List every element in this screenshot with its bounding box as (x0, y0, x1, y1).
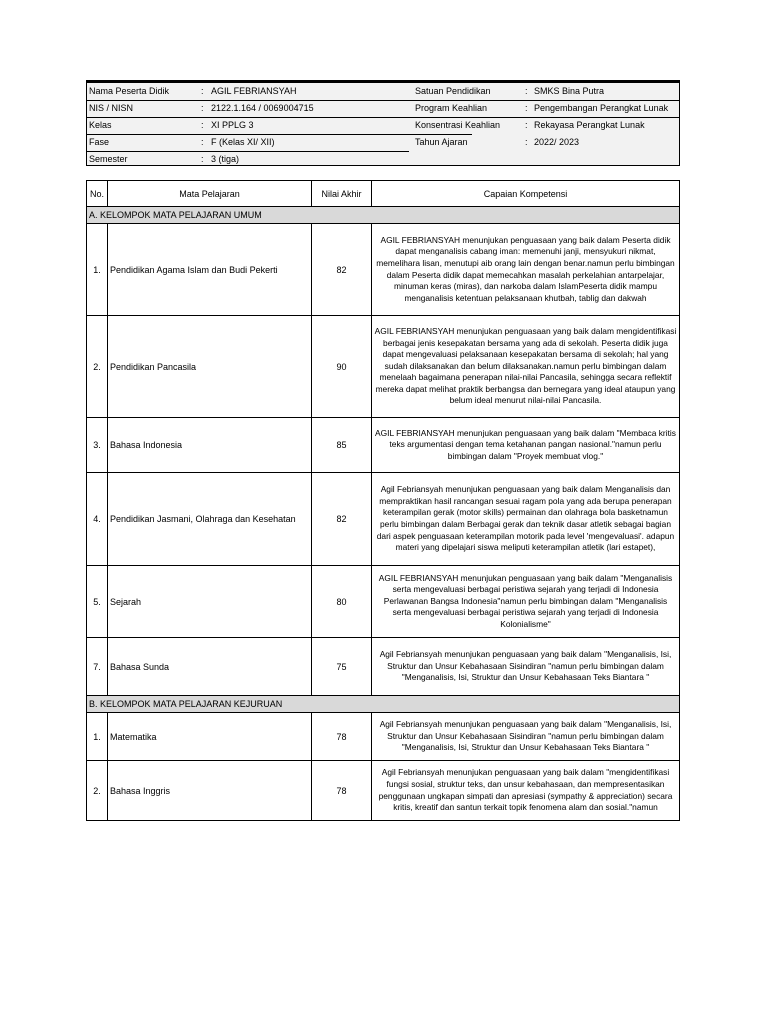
student-info-box (86, 80, 680, 166)
row-competency: AGIL FEBRIANSYAH menunjukan penguasaan yang baik dalam "Menganalisis serta mengevaluasi berbagai peristiwa sejarah yang terjadi di Indonesia Perlawanan Bangsa Indonesia"namun perlu bimbingan dalam "Menganalisis serta mengevaluasi berbagai peristiwa sejarah yang terjadi di Indonesia Kolonialisme" (372, 566, 680, 638)
row-number: 5. (87, 566, 108, 638)
row-number: 7. (87, 638, 108, 696)
info-row-fase (89, 134, 409, 151)
info-row-name (89, 83, 409, 100)
info-value: 3 (tiga) (211, 154, 240, 164)
info-value: SMKS Bina Putra (534, 86, 605, 96)
info-colon: : (201, 137, 204, 147)
row-subject: Sejarah (108, 566, 312, 638)
section-row (87, 696, 680, 713)
table-row (87, 638, 680, 696)
table-row (87, 224, 680, 316)
row-subject: Pendidikan Jasmani, Olahraga dan Kesehatan (108, 473, 312, 566)
info-label: Nama Peserta Didik (89, 86, 170, 96)
row-number: 2. (87, 761, 108, 821)
table-row (87, 761, 680, 821)
info-label: Fase (89, 137, 110, 147)
grades-table (86, 180, 680, 821)
row-number: 4. (87, 473, 108, 566)
row-subject: Pendidikan Pancasila (108, 316, 312, 418)
row-competency: AGIL FEBRIANSYAH menunjukan penguasaan yang baik dalam "Membaca kritis teks argumentasi dengan tema ketahanan pangan nasional."namun perlu bimbingan dalam "Proyek membuat vlog." (372, 418, 680, 473)
row-competency: AGIL FEBRIANSYAH menunjukan penguasaan yang baik dalam mengidentifikasi berbagai jenis kesepakatan bersama yang ada di sekolah. Peserta didik juga dapat mengevaluasi pelaksanaan kesepakatan bersama di sekolah; hal yang sudah dilaksanakan dan belum dilaksanakan.namun perlu bimbingan dalam menelaah bagaimana penerapan nilai-nilai Pancasila, sehingga secara reflektif mereka dapat melihat praktik berbangsa dan bernegara yang ideal ataupun yang belum ideal menurut nilai-nilai Pancasila. (372, 316, 680, 418)
info-value: 2122.1.164 / 0069004715 (211, 103, 314, 113)
row-number: 3. (87, 418, 108, 473)
section-row (87, 207, 680, 224)
info-label: Program Keahlian (415, 103, 488, 113)
row-score: 82 (312, 473, 372, 566)
row-score: 90 (312, 316, 372, 418)
row-competency: Agil Febriansyah menunjukan penguasaan yang baik dalam "Menganalisis, Isi, Struktur dan Unsur Kebahasaan Sisindiran "namun perlu bimbingan dalam "Menganalisis, Isi, Struktur dan Unsur Kebahasaan Teks Biantara " (372, 638, 680, 696)
table-header-row (87, 181, 680, 207)
row-score: 80 (312, 566, 372, 638)
info-value: F (Kelas XI/ XII) (211, 137, 275, 147)
row-subject: Matematika (108, 713, 312, 761)
row-score: 78 (312, 761, 372, 821)
row-number: 1. (87, 713, 108, 761)
info-label: Semester (89, 154, 128, 164)
info-label: Konsentrasi Keahlian (415, 120, 501, 130)
row-score: 78 (312, 713, 372, 761)
info-label: NIS / NISN (89, 103, 134, 113)
row-subject: Pendidikan Agama Islam dan Budi Pekerti (108, 224, 312, 316)
info-colon: : (525, 137, 528, 147)
table-row (87, 566, 680, 638)
header-competency: Capaian Kompetensi (372, 181, 680, 207)
info-value: AGIL FEBRIANSYAH (211, 86, 297, 96)
info-value: Rekayasa Perangkat Lunak (534, 120, 645, 130)
info-row-semester (89, 151, 409, 168)
row-subject: Bahasa Inggris (108, 761, 312, 821)
info-label: Satuan Pendidikan (415, 86, 491, 96)
info-colon: : (525, 103, 528, 113)
info-row-konsentrasi (415, 117, 679, 134)
info-colon: : (525, 86, 528, 96)
row-subject: Bahasa Indonesia (108, 418, 312, 473)
row-score: 75 (312, 638, 372, 696)
table-row (87, 713, 680, 761)
section-title: B. KELOMPOK MATA PELAJARAN KEJURUAN (87, 696, 680, 713)
info-value: Pengembangan Perangkat Lunak (534, 103, 669, 113)
row-score: 85 (312, 418, 372, 473)
info-colon: : (201, 103, 204, 113)
info-label: Kelas (89, 120, 112, 130)
table-row (87, 316, 680, 418)
row-number: 1. (87, 224, 108, 316)
info-label: Tahun Ajaran (415, 137, 468, 147)
info-colon: : (525, 120, 528, 130)
info-row-tahun (415, 134, 679, 151)
row-competency: Agil Febriansyah menunjukan penguasaan yang baik dalam Menganalisis dan mempraktikan hasil rancangan sesuai ragam pola yang ada berupa penerapan keterampilan gerak (motor skills) permainan dan olahraga bola basketnamun perlu bimbingan dalam Berbagai gerak dan teknik dasar atletik sebagai bagian dari aspek penguasaan keterampilan motorik pada level 'mengevaluasi'. adapun materi yang dipelajari siswa meliputi keterampilan atletik (lari estapet), (372, 473, 680, 566)
row-subject: Bahasa Sunda (108, 638, 312, 696)
header-subject: Mata Pelajaran (108, 181, 312, 207)
row-number: 2. (87, 316, 108, 418)
info-value: XI PPLG 3 (211, 120, 254, 130)
info-colon: : (201, 86, 204, 96)
info-value: 2022/ 2023 (534, 137, 580, 147)
info-row-kelas (89, 117, 409, 134)
table-row (87, 418, 680, 473)
info-row-program (415, 100, 679, 117)
row-competency: Agil Febriansyah menunjukan penguasaan yang baik dalam "Menganalisis, Isi, Struktur dan Unsur Kebahasaan Sisindiran "namun perlu bimbingan dalam "Menganalisis, Isi, Struktur dan Unsur Kebahasaan Teks Biantara " (372, 713, 680, 761)
table-row (87, 473, 680, 566)
info-row-satuan (415, 83, 679, 100)
row-competency: AGIL FEBRIANSYAH menunjukan penguasaan yang baik dalam Peserta didik dapat menganalisis cabang iman: memenuhi janji, mensyukuri nikmat, memelihara lisan, menutupi aib orang lain dengan benar.namun perlu bimbingan dalam Peserta didik dapat memecahkan masalah perkelahian antarpelajar, minuman keras (miras), dan narkoba dalam IslamPeserta didik mampu menganalisis ketentuan pelaksanaan khutbah, tablig dan dakwah (372, 224, 680, 316)
info-row-nis (89, 100, 409, 117)
header-score: Nilai Akhir (312, 181, 372, 207)
info-colon: : (201, 154, 204, 164)
row-competency: Agil Febriansyah menunjukan penguasaan yang baik dalam "mengidentifikasi fungsi sosial, struktur teks, dan unsur kebahasaan, dan mempresentasikan penggunaan ungkapan simpati dan apresiasi (sympathy & appreciation) secara kritis, kreatif dan santun terkait topik fenomena alam dan sosial."namun (372, 761, 680, 821)
row-score: 82 (312, 224, 372, 316)
header-no: No. (87, 181, 108, 207)
section-title: A. KELOMPOK MATA PELAJARAN UMUM (87, 207, 680, 224)
info-colon: : (201, 120, 204, 130)
